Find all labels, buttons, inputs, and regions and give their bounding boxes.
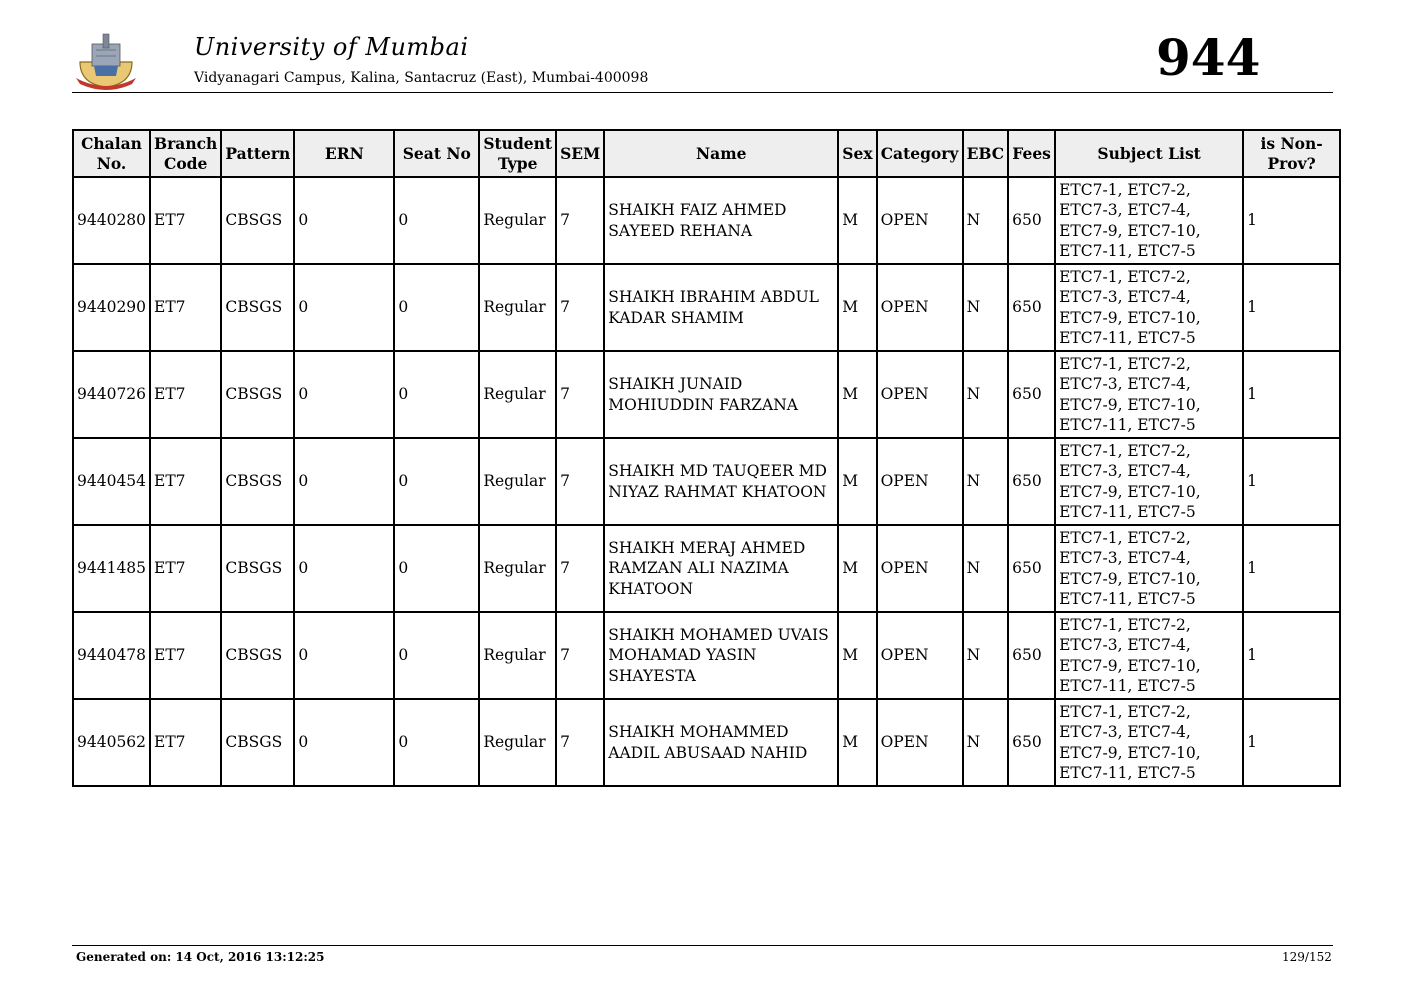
sem-cell: 7 [556,177,604,264]
page-number: 944 [1156,28,1261,87]
subject-list-cell: ETC7-1, ETC7-2, ETC7-3, ETC7-4, ETC7-9, ETC7-10, ETC7-11, ETC7-5 [1055,351,1243,438]
sex-cell: M [838,612,876,699]
is-non-prov-cell: 1 [1243,525,1340,612]
ern-cell: 0 [294,351,394,438]
ebc-cell: N [963,525,1009,612]
seat-no-cell: 0 [394,351,479,438]
sex-cell: M [838,177,876,264]
student-type-cell: Regular [479,438,556,525]
pattern-cell: CBSGS [221,699,294,786]
category-cell: OPEN [877,525,963,612]
table-row [73,612,1340,699]
pattern-cell: CBSGS [221,264,294,351]
university-logo [72,32,140,90]
sem-cell: 7 [556,264,604,351]
subject-list-cell: ETC7-1, ETC7-2, ETC7-3, ETC7-4, ETC7-9, ETC7-10, ETC7-11, ETC7-5 [1055,264,1243,351]
column-header-category: Category [877,130,963,177]
chalan-no-cell: 9440290 [73,264,150,351]
subject-list-cell: ETC7-1, ETC7-2, ETC7-3, ETC7-4, ETC7-9, ETC7-10, ETC7-11, ETC7-5 [1055,699,1243,786]
fees-cell: 650 [1008,264,1055,351]
column-header-branch-code: Branch Code [150,130,221,177]
university-title: University of Mumbai [194,33,469,61]
branch-code-cell: ET7 [150,177,221,264]
seat-no-cell: 0 [394,612,479,699]
chalan-no-cell: 9440454 [73,438,150,525]
column-header-name: Name [604,130,838,177]
student-table [72,129,1341,787]
table-row [73,264,1340,351]
category-cell: OPEN [877,351,963,438]
table-header-row [73,130,1340,177]
pattern-cell: CBSGS [221,525,294,612]
category-cell: OPEN [877,177,963,264]
sex-cell: M [838,699,876,786]
subject-list-cell: ETC7-1, ETC7-2, ETC7-3, ETC7-4, ETC7-9, ETC7-10, ETC7-11, ETC7-5 [1055,438,1243,525]
sex-cell: M [838,525,876,612]
fees-cell: 650 [1008,612,1055,699]
ern-cell: 0 [294,699,394,786]
column-header-chalan-no: Chalan No. [73,130,150,177]
is-non-prov-cell: 1 [1243,438,1340,525]
fees-cell: 650 [1008,351,1055,438]
branch-code-cell: ET7 [150,438,221,525]
generated-timestamp: Generated on: 14 Oct, 2016 13:12:25 [76,950,325,964]
ebc-cell: N [963,612,1009,699]
page-count: 129/152 [1282,950,1332,964]
chalan-no-cell: 9440280 [73,177,150,264]
university-address: Vidyanagari Campus, Kalina, Santacruz (East), Mumbai-400098 [194,70,649,86]
is-non-prov-cell: 1 [1243,177,1340,264]
seat-no-cell: 0 [394,699,479,786]
subject-list-cell: ETC7-1, ETC7-2, ETC7-3, ETC7-4, ETC7-9, ETC7-10, ETC7-11, ETC7-5 [1055,612,1243,699]
student-type-cell: Regular [479,177,556,264]
column-header-is-non-prov: is Non-Prov? [1243,130,1340,177]
table-row [73,177,1340,264]
category-cell: OPEN [877,612,963,699]
chalan-no-cell: 9440478 [73,612,150,699]
sex-cell: M [838,438,876,525]
table-row [73,525,1340,612]
category-cell: OPEN [877,438,963,525]
sem-cell: 7 [556,699,604,786]
ebc-cell: N [963,699,1009,786]
ebc-cell: N [963,177,1009,264]
student-type-cell: Regular [479,699,556,786]
branch-code-cell: ET7 [150,612,221,699]
sem-cell: 7 [556,351,604,438]
is-non-prov-cell: 1 [1243,351,1340,438]
column-header-ebc: EBC [963,130,1009,177]
column-header-pattern: Pattern [221,130,294,177]
sem-cell: 7 [556,612,604,699]
name-cell: SHAIKH MD TAUQEER MD NIYAZ RAHMAT KHATOON [604,438,838,525]
branch-code-cell: ET7 [150,264,221,351]
table-row [73,699,1340,786]
column-header-sex: Sex [838,130,876,177]
student-type-cell: Regular [479,351,556,438]
ern-cell: 0 [294,612,394,699]
ern-cell: 0 [294,264,394,351]
category-cell: OPEN [877,699,963,786]
seat-no-cell: 0 [394,525,479,612]
column-header-subject-list: Subject List [1055,130,1243,177]
seat-no-cell: 0 [394,438,479,525]
ebc-cell: N [963,351,1009,438]
is-non-prov-cell: 1 [1243,264,1340,351]
column-header-fees: Fees [1008,130,1055,177]
pattern-cell: CBSGS [221,351,294,438]
is-non-prov-cell: 1 [1243,699,1340,786]
is-non-prov-cell: 1 [1243,612,1340,699]
pattern-cell: CBSGS [221,438,294,525]
fees-cell: 650 [1008,525,1055,612]
category-cell: OPEN [877,264,963,351]
name-cell: SHAIKH IBRAHIM ABDUL KADAR SHAMIM [604,264,838,351]
ebc-cell: N [963,264,1009,351]
student-type-cell: Regular [479,264,556,351]
ern-cell: 0 [294,177,394,264]
table-row [73,351,1340,438]
subject-list-cell: ETC7-1, ETC7-2, ETC7-3, ETC7-4, ETC7-9, ETC7-10, ETC7-11, ETC7-5 [1055,177,1243,264]
column-header-seat-no: Seat No [394,130,479,177]
student-type-cell: Regular [479,612,556,699]
sem-cell: 7 [556,438,604,525]
pattern-cell: CBSGS [221,612,294,699]
sex-cell: M [838,351,876,438]
name-cell: SHAIKH JUNAID MOHIUDDIN FARZANA [604,351,838,438]
sex-cell: M [838,264,876,351]
branch-code-cell: ET7 [150,525,221,612]
ern-cell: 0 [294,438,394,525]
fees-cell: 650 [1008,438,1055,525]
branch-code-cell: ET7 [150,699,221,786]
branch-code-cell: ET7 [150,351,221,438]
sem-cell: 7 [556,525,604,612]
column-header-student-type: Student Type [479,130,556,177]
table-row [73,438,1340,525]
chalan-no-cell: 9441485 [73,525,150,612]
header-divider [72,92,1333,93]
fees-cell: 650 [1008,699,1055,786]
ern-cell: 0 [294,525,394,612]
name-cell: SHAIKH FAIZ AHMED SAYEED REHANA [604,177,838,264]
fees-cell: 650 [1008,177,1055,264]
chalan-no-cell: 9440726 [73,351,150,438]
student-type-cell: Regular [479,525,556,612]
seat-no-cell: 0 [394,264,479,351]
name-cell: SHAIKH MOHAMED UVAIS MOHAMAD YASIN SHAYESTA [604,612,838,699]
chalan-no-cell: 9440562 [73,699,150,786]
column-header-ern: ERN [294,130,394,177]
pattern-cell: CBSGS [221,177,294,264]
footer-divider [72,945,1333,946]
seat-no-cell: 0 [394,177,479,264]
name-cell: SHAIKH MOHAMMED AADIL ABUSAAD NAHID [604,699,838,786]
name-cell: SHAIKH MERAJ AHMED RAMZAN ALI NAZIMA KHATOON [604,525,838,612]
column-header-sem: SEM [556,130,604,177]
subject-list-cell: ETC7-1, ETC7-2, ETC7-3, ETC7-4, ETC7-9, ETC7-10, ETC7-11, ETC7-5 [1055,525,1243,612]
ebc-cell: N [963,438,1009,525]
